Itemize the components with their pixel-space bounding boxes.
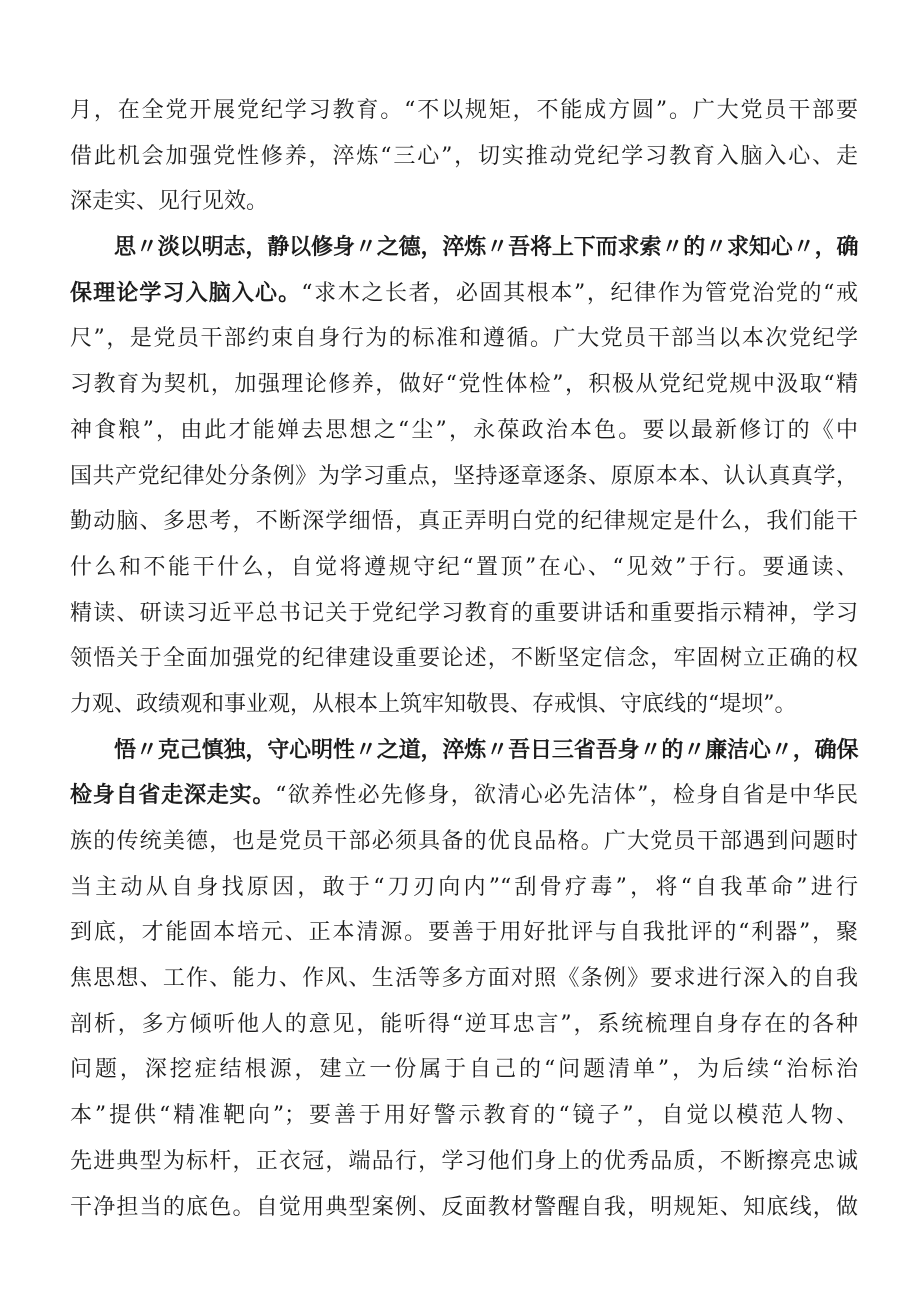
body-text: “欲养性必先修身，欲清心必先洁体”，检身自省是中华民 [275, 783, 858, 809]
body-text: 当主动从自身找原因，敢于“刀刃向内”“刮骨疗毒”，将“自我革命”进行 [70, 874, 858, 900]
text-line [70, 316, 858, 362]
body-text: 习教育为契机，加强理论修养，做好“党性体检”，积极从党纪党规中汲取“精 [70, 372, 858, 398]
text-line [70, 1047, 858, 1093]
body-text: 族的传统美德，也是党员干部必须具备的优良品格。广大党员干部遇到问题时 [70, 829, 858, 854]
body-text: 月，在全党开展党纪学习教育。“不以规矩，不能成方圆”。广大党员干部要 [70, 98, 858, 123]
text-line [70, 819, 858, 865]
text-line [70, 728, 858, 774]
text-line [70, 636, 858, 682]
text-line [70, 682, 858, 728]
body-text: 尺”，是党员干部约束自身行为的标准和遵循。广大党员干部当以本次党纪学 [70, 326, 858, 352]
bold-heading-text: 检身自省走深走实。 [70, 783, 276, 809]
body-text: 本”提供“精准靶向”；要善于用好警示教育的“镜子”，自觉以模范人物、 [70, 1103, 858, 1129]
body-text: 领悟关于全面加强党的纪律建设重要论述，不断坚定信念，牢固树立正确的权 [70, 646, 858, 672]
text-line [70, 591, 858, 637]
bold-heading-text: 思〃淡以明志，静以修身〃之德，淬炼〃吾将上下而求索〃的〃求知心〃，确 [114, 235, 858, 261]
body-text: 剖析，多方倾听他人的意见，能听得“逆耳忠言”，系统梳理自身存在的各种 [70, 1011, 858, 1037]
body-text: 神食粮”，由此才能婵去思想之“尘”，永葆政治本色。要以最新修订的《中 [70, 417, 858, 443]
body-text: 先进典型为标杆，正衣冠，端品行，学习他们身上的优秀品质，不断擦亮忠诚 [70, 1148, 858, 1174]
body-text: 借此机会加强党性修养，淬炼“三心”，切实推动党纪学习教育入脑入心、走 [70, 143, 858, 169]
text-line [70, 134, 858, 180]
text-line [70, 88, 858, 134]
body-text: “求木之长者，必固其根本”，纪律作为管党治党的“戒 [301, 280, 858, 306]
text-line [70, 1185, 858, 1231]
text-line [70, 499, 858, 545]
text-line [70, 910, 858, 956]
text-line [70, 545, 858, 591]
text-line [70, 956, 858, 1002]
text-line [70, 408, 858, 454]
text-line [70, 454, 858, 500]
bold-heading-text: 保理论学习入脑入心。 [70, 280, 302, 306]
text-line [70, 865, 858, 911]
body-text: 问题，深挖症结根源，建立一份属于自己的“问题清单”，为后续“治标治 [70, 1057, 858, 1083]
body-text: 到底，才能固本培元、正本清源。要善于用好批评与自我批评的“利器”，聚 [70, 920, 858, 946]
text-line [70, 1139, 858, 1185]
text-line [70, 179, 858, 225]
text-line [70, 1093, 858, 1139]
text-line [70, 271, 858, 317]
body-text: 勤动脑、多思考，不断深学细悟，真正弄明白党的纪律规定是什么，我们能干 [70, 509, 858, 535]
body-text: 深走实、见行见效。 [70, 189, 269, 215]
body-text: 干净担当的底色。自觉用典型案例、反面教材警醒自我，明规矩、知底线，做 [70, 1194, 858, 1220]
body-text: 力观、政绩观和事业观，从根本上筑牢知敬畏、存戒惧、守底线的“堤坝”。 [70, 691, 797, 717]
body-text: 国共产党纪律处分条例》为学习重点，坚持逐章逐条、原原本本、认认真真学， [70, 463, 858, 489]
bold-heading-text: 悟〃克己慎独，守心明性〃之道，淬炼〃吾日三省吾身〃的〃廉洁心〃，确保 [114, 737, 858, 763]
text-line [70, 1002, 858, 1048]
text-line [70, 225, 858, 271]
text-line [70, 362, 858, 408]
text-line [70, 773, 858, 819]
document-body [70, 88, 858, 1230]
body-text: 什么和不能干什么，自觉将遵规守纪“置顶”在心、“见效”于行。要通读、 [70, 554, 858, 580]
body-text: 焦思想、工作、能力、作风、生活等多方面对照《条例》要求进行深入的自我 [70, 966, 858, 992]
body-text: 精读、研读习近平总书记关于党纪学习教育的重要讲话和重要指示精神，学习 [70, 600, 858, 626]
